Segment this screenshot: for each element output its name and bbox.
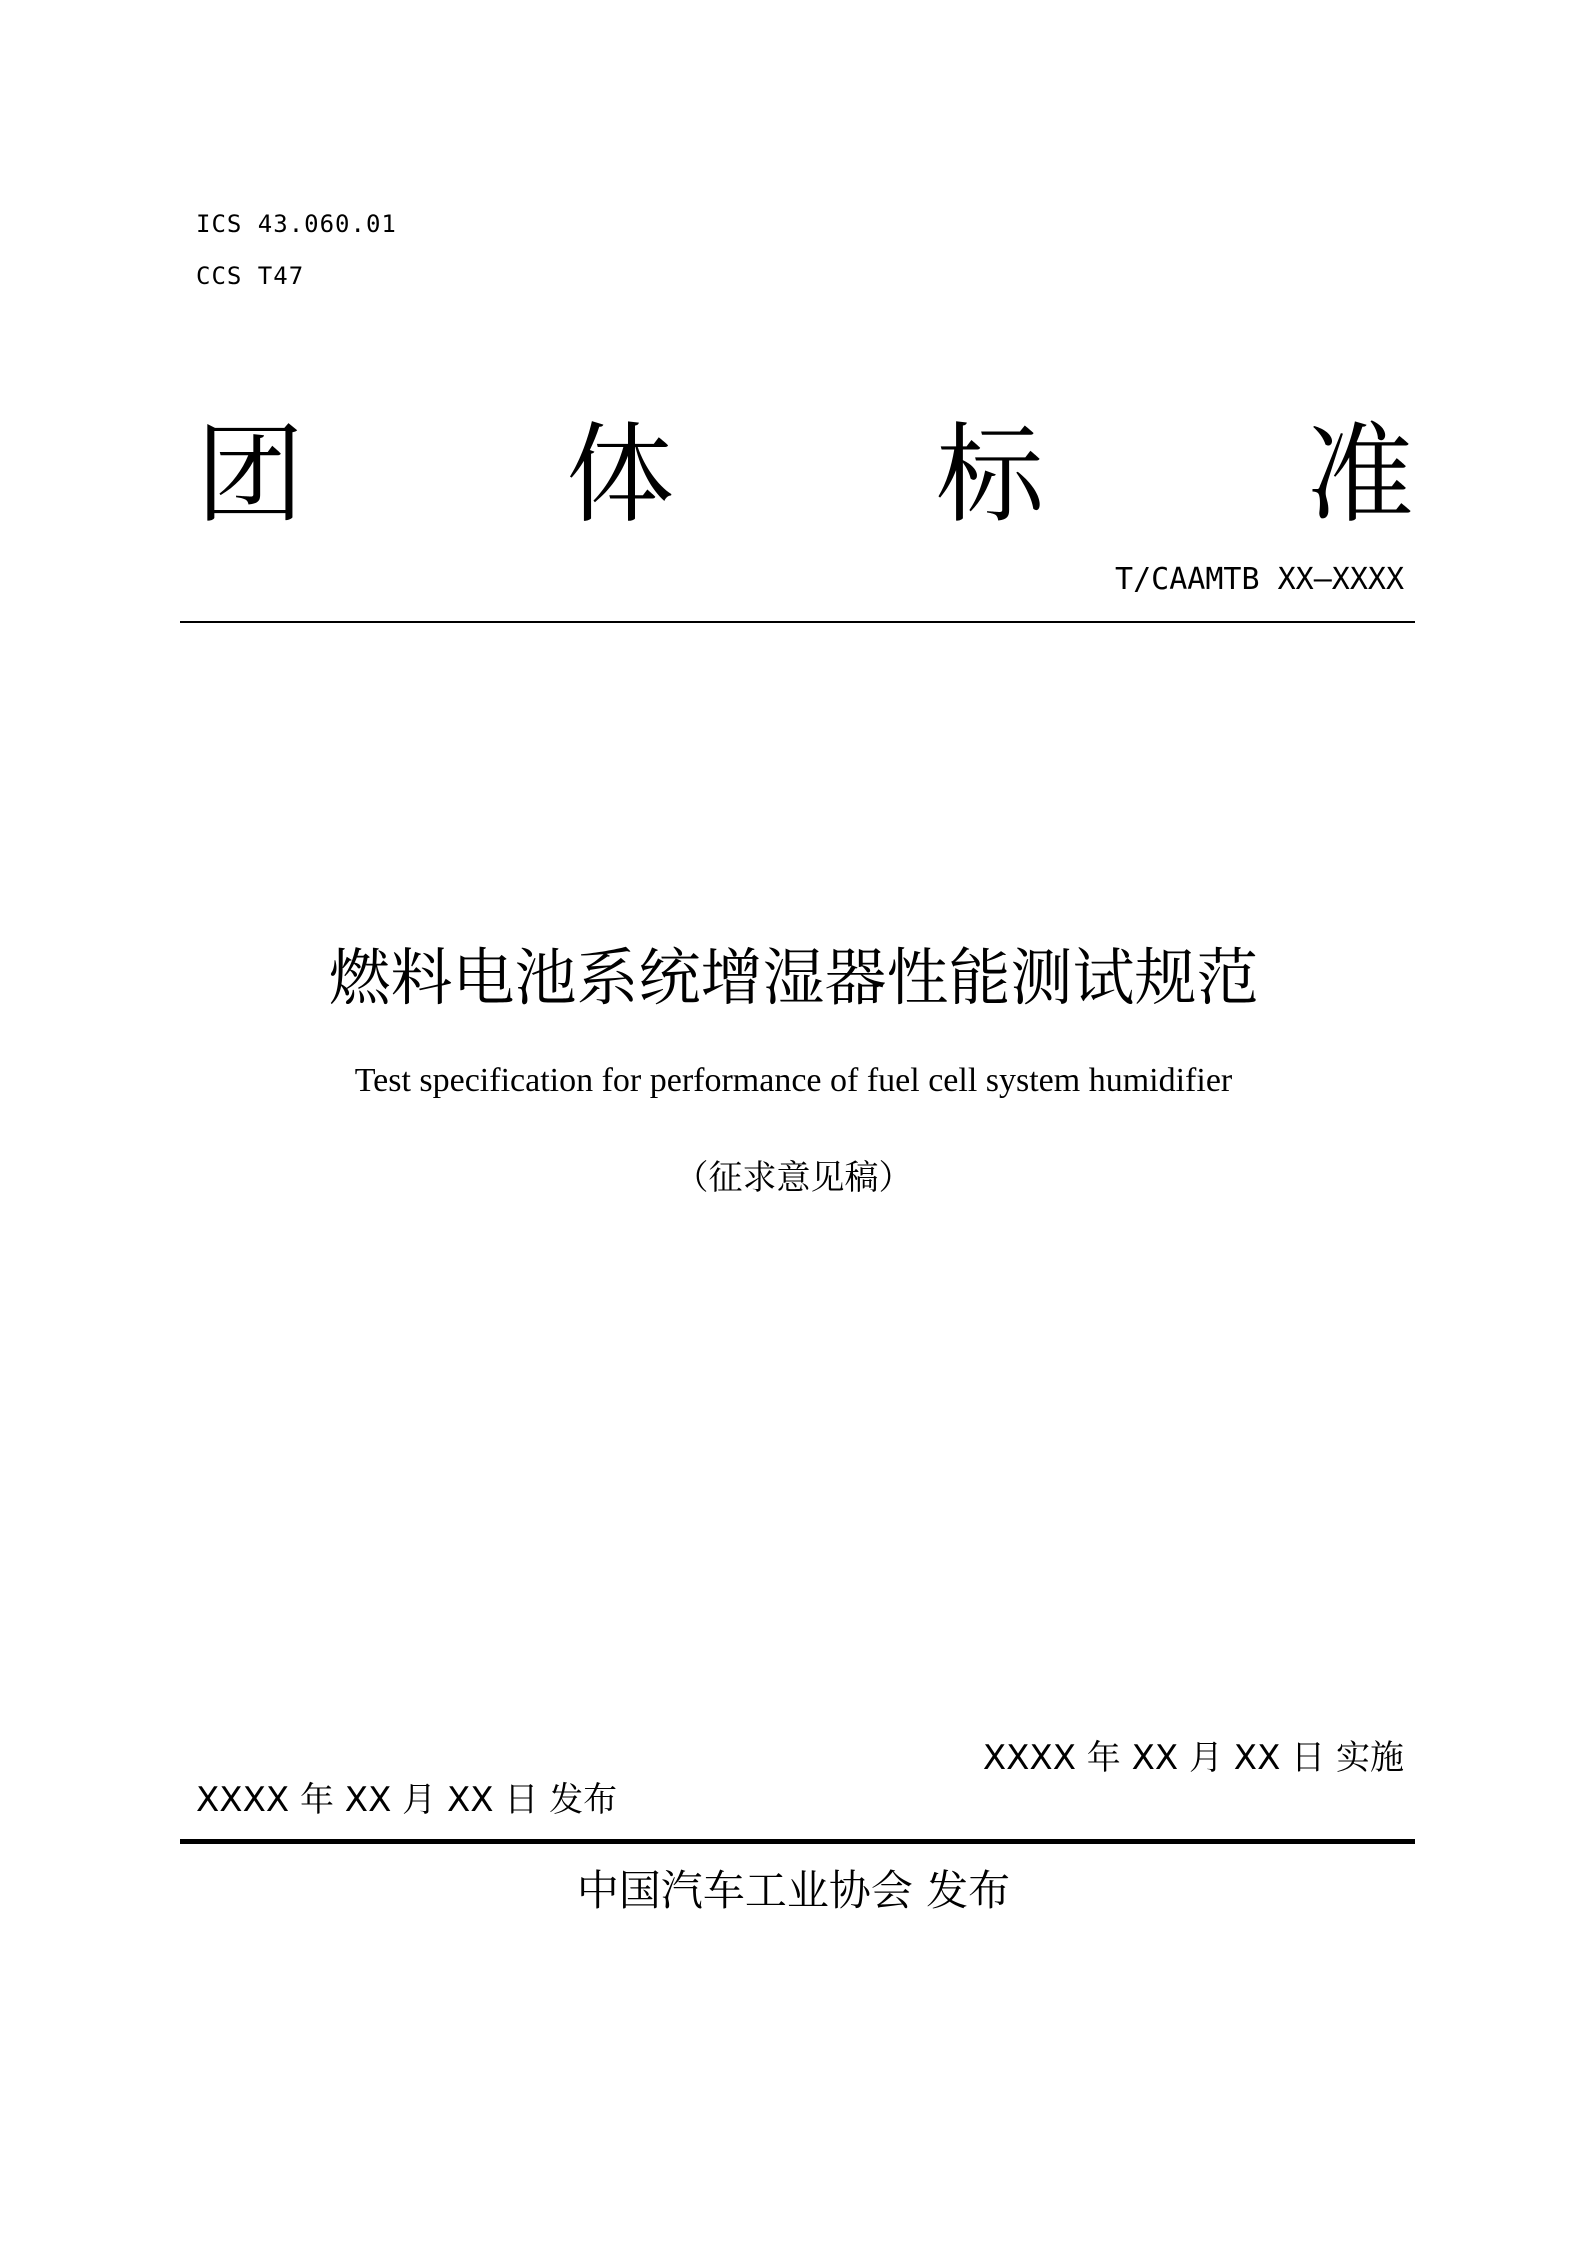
banner-char-4: 准 [1306,413,1415,538]
implementation-date: XXXX 年 XX 月 XX 日 实施 [982,1738,1404,1778]
publication-date: XXXX 年 XX 月 XX 日 发布 [196,1780,618,1820]
draft-note: （征求意见稿） [674,1158,913,1198]
publisher: 中国汽车工业协会 发布 [576,1866,1011,1915]
title-english: Test specification for performance of fuel cell system humidifier [354,1062,1233,1099]
top-divider [180,621,1415,623]
standard-code: T/CAAMTB XX—XXXX [1115,562,1404,597]
bottom-divider [180,1839,1415,1844]
banner-char-3: 标 [936,413,1045,538]
ccs-code: CCS T47 [196,262,305,290]
banner-char-2: 体 [566,413,675,538]
title-chinese: 燃料电池系统增湿器性能测试规范 [328,941,1259,1014]
ics-code: ICS 43.060.01 [196,210,397,238]
banner-char-1: 团 [196,413,305,538]
